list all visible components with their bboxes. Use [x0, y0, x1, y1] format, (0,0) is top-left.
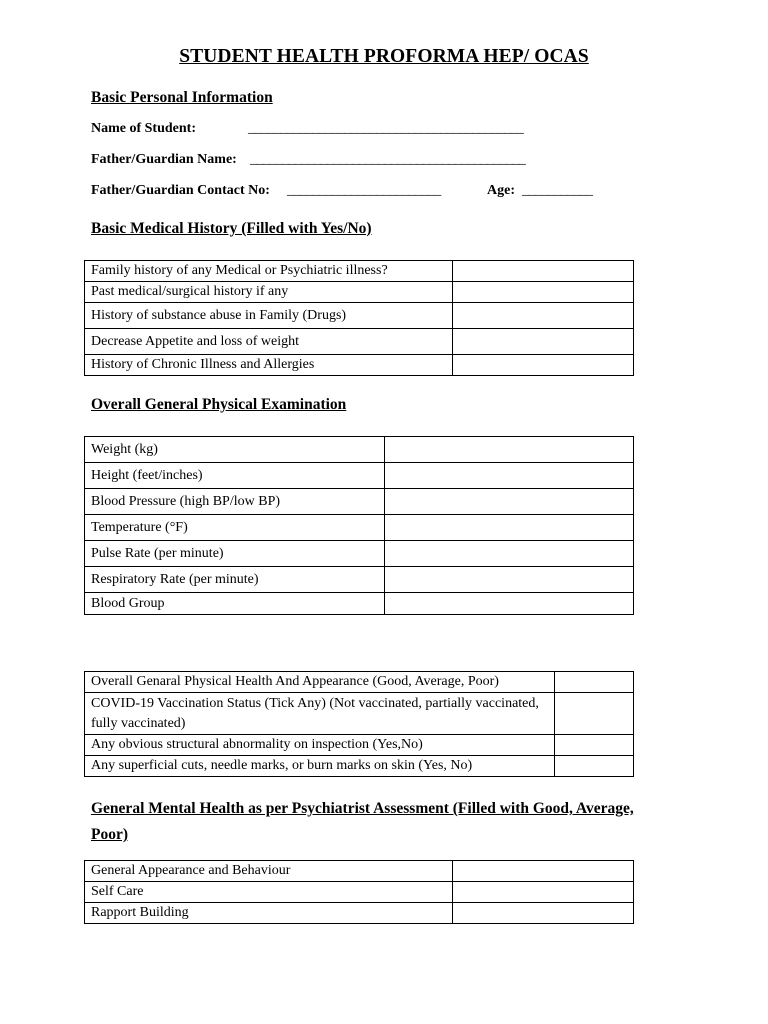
table-row: [85, 541, 634, 567]
section-heading-mental-health: General Mental Health as per Psychiatrist Assessment (Filled with Good, Average, Poor): [91, 800, 634, 843]
table-row: [85, 756, 634, 777]
measure-cell: Blood Pressure (high BP/low BP): [85, 489, 385, 515]
medical-history-table: [84, 260, 634, 376]
value-cell[interactable]: [385, 437, 634, 463]
table-row: [85, 567, 634, 593]
answer-cell[interactable]: [453, 303, 634, 329]
rating-cell[interactable]: [453, 882, 634, 903]
age-field[interactable]: ___________: [522, 183, 593, 198]
answer-cell[interactable]: [453, 355, 634, 376]
rating-cell[interactable]: [453, 903, 634, 924]
question-cell: Overall Genaral Physical Health And Appearance (Good, Average, Poor): [85, 672, 555, 693]
measure-cell: Respiratory Rate (per minute): [85, 567, 385, 593]
question-cell: COVID-19 Vaccination Status (Tick Any) (Not vaccinated, partially vaccinated, fully vaccinated): [85, 693, 555, 735]
assessment-cell: General Appearance and Behaviour: [85, 861, 453, 882]
measure-cell: Weight (kg): [85, 437, 385, 463]
table-row: [85, 861, 634, 882]
measure-cell: Pulse Rate (per minute): [85, 541, 385, 567]
table-row: [85, 303, 634, 329]
table-row: [85, 355, 634, 376]
table-row: [85, 672, 634, 693]
table-row: [85, 463, 634, 489]
mental-health-table: [84, 860, 634, 924]
question-cell: Decrease Appetite and loss of weight: [85, 329, 453, 355]
question-cell: Family history of any Medical or Psychiatric illness?: [85, 261, 453, 282]
guardian-name-field[interactable]: ___________________________________________: [250, 152, 526, 167]
value-cell[interactable]: [385, 593, 634, 615]
table-row: [85, 437, 634, 463]
guardian-name-label: Father/Guardian Name:: [91, 152, 237, 167]
section-heading-physical-exam: Overall General Physical Examination: [91, 396, 347, 413]
question-cell: History of substance abuse in Family (Drugs): [85, 303, 453, 329]
table-row: [85, 282, 634, 303]
answer-cell[interactable]: [555, 693, 634, 735]
guardian-contact-field[interactable]: ________________________: [287, 183, 441, 198]
table-row: [85, 693, 634, 735]
table-row: [85, 515, 634, 541]
measure-cell: Blood Group: [85, 593, 385, 615]
answer-cell[interactable]: [453, 282, 634, 303]
question-cell: Any superficial cuts, needle marks, or burn marks on skin (Yes, No): [85, 756, 555, 777]
section-heading-personal: Basic Personal Information: [91, 89, 273, 106]
question-cell: History of Chronic Illness and Allergies: [85, 355, 453, 376]
answer-cell[interactable]: [555, 756, 634, 777]
guardian-contact-label: Father/Guardian Contact No:: [91, 183, 270, 198]
value-cell[interactable]: [385, 541, 634, 567]
assessment-cell: Rapport Building: [85, 903, 453, 924]
assessment-cell: Self Care: [85, 882, 453, 903]
answer-cell[interactable]: [453, 261, 634, 282]
table-row: [85, 903, 634, 924]
overall-health-table: [84, 671, 634, 777]
question-cell: Past medical/surgical history if any: [85, 282, 453, 303]
table-row: [85, 489, 634, 515]
table-row: [85, 735, 634, 756]
table-row: [85, 261, 634, 282]
measure-cell: Temperature (°F): [85, 515, 385, 541]
page-title: STUDENT HEALTH PROFORMA HEP/ OCAS: [179, 46, 589, 67]
value-cell[interactable]: [385, 567, 634, 593]
answer-cell[interactable]: [555, 672, 634, 693]
question-cell: Any obvious structural abnormality on inspection (Yes,No): [85, 735, 555, 756]
rating-cell[interactable]: [453, 861, 634, 882]
name-field[interactable]: ___________________________________________: [248, 121, 524, 136]
table-row: [85, 329, 634, 355]
age-label: Age:: [487, 183, 515, 198]
table-row: [85, 882, 634, 903]
measure-cell: Height (feet/inches): [85, 463, 385, 489]
section-heading-medical-history: Basic Medical History (Filled with Yes/No): [91, 220, 372, 237]
answer-cell[interactable]: [555, 735, 634, 756]
value-cell[interactable]: [385, 489, 634, 515]
physical-exam-table: [84, 436, 634, 615]
name-label: Name of Student:: [91, 121, 196, 136]
value-cell[interactable]: [385, 463, 634, 489]
table-row: [85, 593, 634, 615]
value-cell[interactable]: [385, 515, 634, 541]
answer-cell[interactable]: [453, 329, 634, 355]
